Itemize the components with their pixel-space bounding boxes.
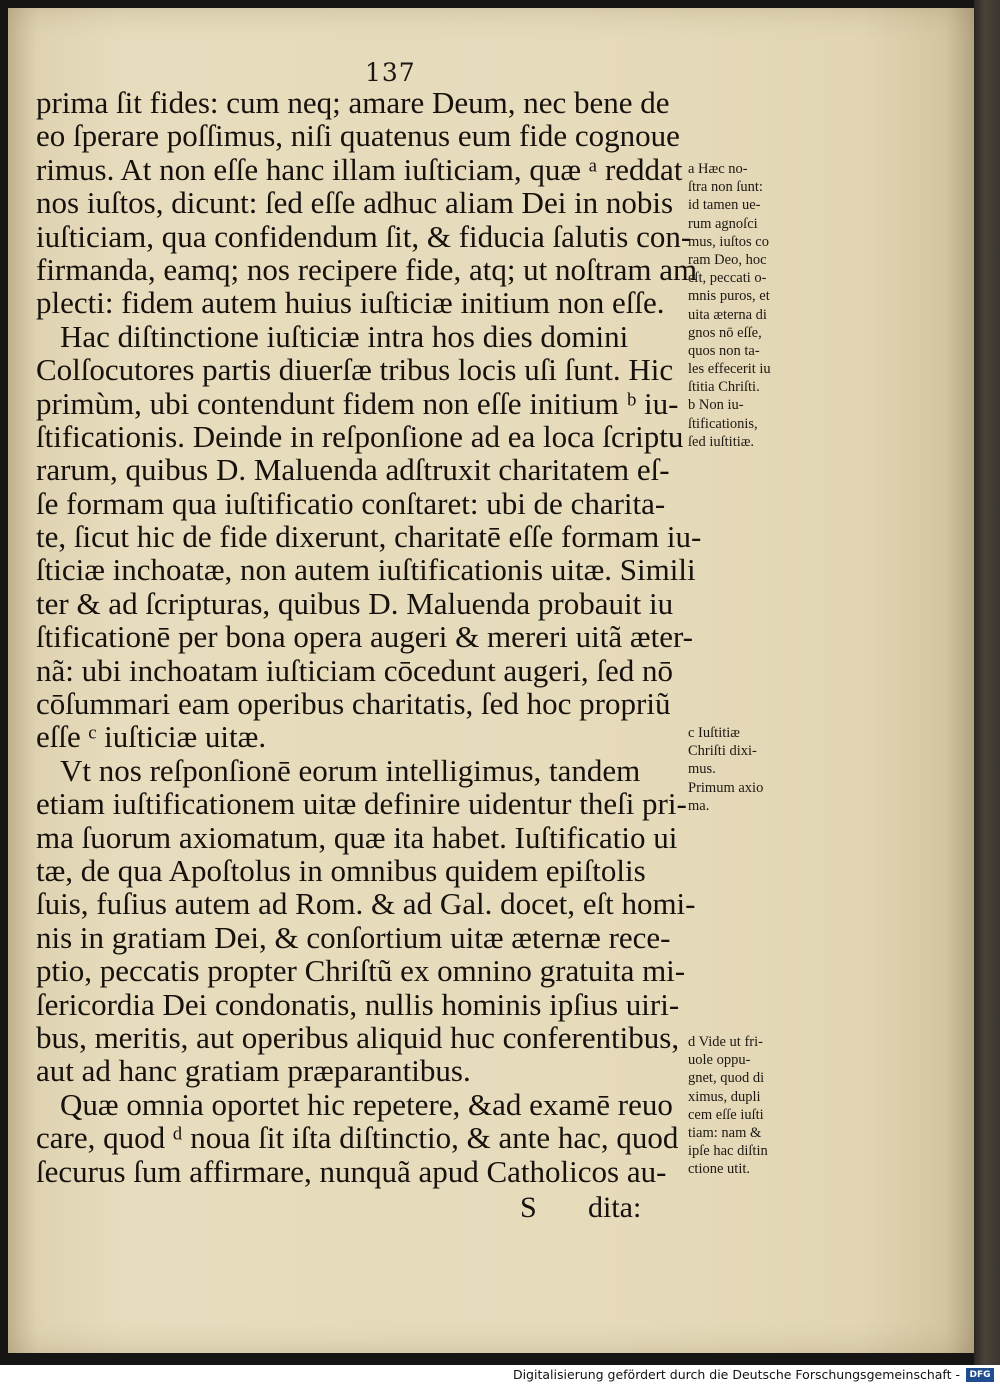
- signature-mark: S: [520, 1191, 537, 1224]
- main-text-block: [36, 86, 702, 1188]
- marginal-note-line: ipſe hac diſtin: [688, 1143, 768, 1160]
- marginal-note-c: [688, 724, 816, 815]
- marginal-note-line: ſtra non ſunt:: [688, 179, 763, 196]
- marginal-note-line: uita æterna di: [688, 306, 767, 323]
- text-line: plecti: fidem autem huius iuſticiæ initium non eſſe.: [36, 285, 665, 321]
- digitization-footer: [0, 1365, 1000, 1385]
- marginal-note-line: ximus, dupli: [688, 1088, 761, 1105]
- text-line: ſuis, fuſius autem ad Rom. & ad Gal. docet, eſt homi-: [36, 886, 696, 922]
- text-line: nis in gratiam Dei, & conſortium uitæ æternæ rece-: [36, 919, 671, 955]
- text-line: aut ad hanc gratiam præparantibus.: [36, 1053, 471, 1089]
- marginal-note-d: [688, 1033, 816, 1179]
- text-line: ptio, peccatis propter Chriſtũ ex omnino gratuita mi-: [36, 953, 686, 989]
- marginal-note-line: id tamen ue-: [688, 197, 761, 214]
- marginal-note-line: ma.: [688, 797, 710, 814]
- text-line: care, quod ᵈ noua ſit iſta diſtinctio, & ante hac, quod: [36, 1120, 679, 1156]
- text-line: rarum, quibus D. Maluenda adſtruxit charitatem eſ-: [36, 452, 670, 488]
- text-line: bus, meritis, aut operibus aliquid huc conferentibus,: [36, 1019, 680, 1055]
- text-line: primùm, ubi contendunt fidem non eſſe initium ᵇ iu-: [36, 385, 679, 421]
- text-line: firmanda, eamq; nos recipere fide, atq; ut noſtram am: [36, 251, 698, 287]
- text-line: ſericordia Dei condonatis, nullis hominis ipſius uiri-: [36, 986, 680, 1022]
- marginal-note-line: rum agnoſci: [688, 215, 758, 232]
- text-line: ter & ad ſcripturas, quibus D. Maluenda probauit iu: [36, 585, 674, 621]
- text-line: ſe formam qua iuſtificatio conſtaret: ubi de charita-: [36, 485, 666, 521]
- page-number: 137: [365, 58, 416, 87]
- marginal-note-line: ctione utit.: [688, 1161, 751, 1178]
- marginal-note-line: mus, iuſtos co: [688, 233, 769, 250]
- marginal-note-line: Primum axio: [688, 779, 764, 796]
- marginal-note-line: b Non iu-: [688, 397, 744, 414]
- text-line: nã: ubi inchoatam iuſticiam cōcedunt augeri, ſed nō: [36, 652, 674, 688]
- marginal-note-line: uole oppu-: [688, 1052, 751, 1069]
- marginal-note-line: ſtificationis,: [688, 415, 758, 432]
- text-line: te, ſicut hic de fide dixerunt, charitatē eſſe formam iu-: [36, 519, 702, 555]
- marginal-note-line: d Vide ut fri-: [688, 1034, 763, 1050]
- marginal-note-line: ſtitia Chriſti.: [688, 379, 760, 396]
- marginal-note-line: c Iuſtitiæ: [688, 725, 740, 741]
- text-line: ſtificationē per bona opera augeri & mereri uitã æter-: [36, 619, 693, 655]
- marginal-note-line: quos non ta-: [688, 342, 760, 359]
- marginal-note-line: a Hæc no-: [688, 161, 748, 177]
- text-line: prima ſit fides: cum neq; amare Deum, nec bene de: [36, 85, 670, 120]
- text-line: tæ, de qua Apoſtolus in omnibus quidem epiſtolis: [36, 852, 646, 888]
- marginal-note-line: ram Deo, hoc: [688, 251, 767, 268]
- text-line: cōſummari eam operibus charitatis, ſed hoc propriũ: [36, 686, 671, 722]
- text-line: eſſe ᶜ iuſticiæ uitæ.: [36, 719, 267, 755]
- page-edge-strip: [974, 0, 1000, 1365]
- text-line: ma ſuorum axiomatum, quæ ita habet. Iuſtificatio ui: [36, 819, 678, 855]
- marginal-note-line: gnos nō eſſe,: [688, 324, 762, 341]
- marginal-note-line: mus.: [688, 761, 716, 778]
- marginal-note-line: eſt, peccati o-: [688, 270, 767, 287]
- paragraph-start-line: Quæ omnia oportet hic repetere, &ad examē reuo: [60, 1086, 673, 1122]
- paragraph-start-line: Hac diſtinctione iuſticiæ intra hos dies domini: [60, 318, 629, 354]
- paragraph-start-line: Vt nos reſponſionē eorum intelligimus, tandem: [60, 752, 641, 788]
- text-line: ſecurus ſum affirmare, nunquã apud Catholicos au-: [36, 1153, 667, 1189]
- marginal-note-line: mnis puros, et: [688, 288, 770, 305]
- text-line: ſtificationis. Deinde in reſponſione ad ea loca ſcriptu: [36, 418, 684, 454]
- marginal-note-line: ſed iuſtitiæ.: [688, 433, 755, 450]
- text-line: ſticiæ inchoatæ, non autem iuſtificationis uitæ. Simili: [36, 552, 696, 588]
- marginal-note-line: les effecerit iu: [688, 361, 771, 378]
- marginal-note-line: tiam: nam &: [688, 1124, 762, 1141]
- marginal-note-line: gnet, quod di: [688, 1070, 765, 1087]
- text-line: Colſocutores partis diuerſæ tribus locis uſi ſunt. Hic: [36, 352, 674, 388]
- catchword: dita:: [588, 1191, 642, 1224]
- text-line: nos iuſtos, dicunt: ſed eſſe adhuc aliam Dei in nobis: [36, 185, 674, 221]
- text-line: eo ſperare poſſimus, niſi quatenus eum fide cognoue: [36, 118, 680, 154]
- dfg-logo: DFG: [966, 1368, 994, 1382]
- marginal-note-line: cem eſſe iuſti: [688, 1106, 764, 1123]
- funding-credit: Digitalisierung gefördert durch die Deutsche Forschungsgemeinschaft -: [512, 1367, 960, 1382]
- text-line: iuſticiam, qua confidendum ſit, & fiducia ſalutis con-: [36, 218, 692, 254]
- text-line: rimus. At non eſſe hanc illam iuſticiam, quæ ᵃ reddat: [36, 151, 683, 187]
- text-line: etiam iuſtificationem uitæ definire uidentur theſi pri-: [36, 786, 687, 822]
- marginal-note-a: [688, 160, 816, 451]
- marginal-note-line: Chriſti dixi-: [688, 743, 757, 760]
